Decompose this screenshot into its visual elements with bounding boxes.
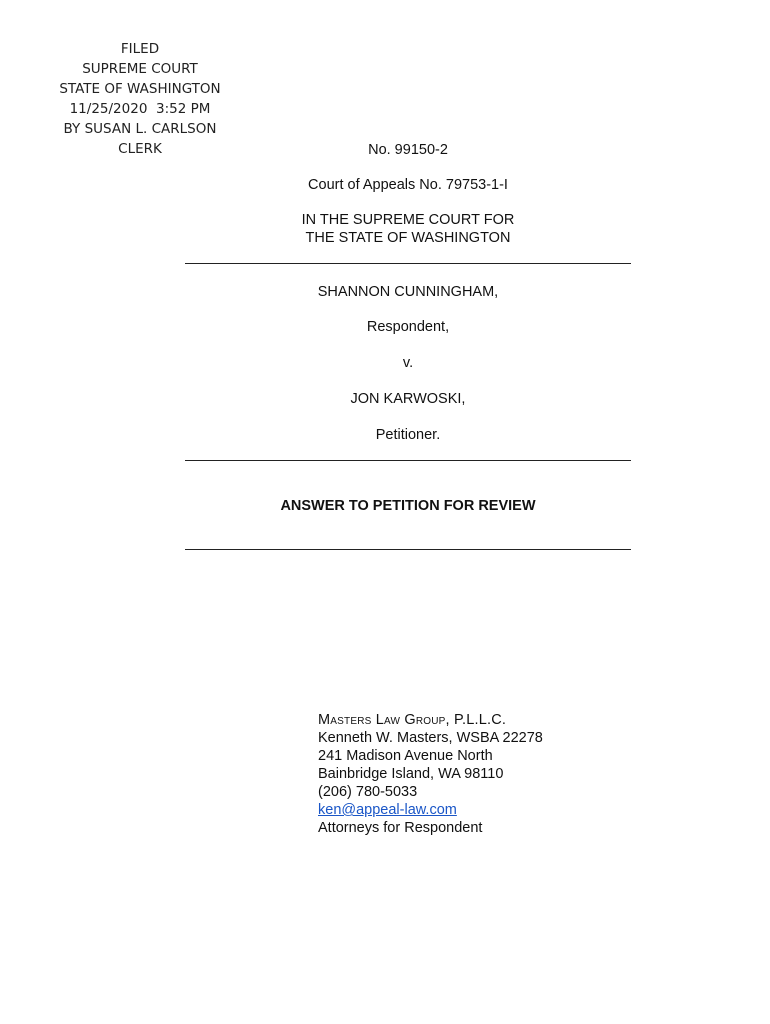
firm-name: Masters Law Group, P.L.L.C. bbox=[318, 712, 507, 728]
divider-bottom bbox=[185, 549, 631, 550]
attorney-name: Kenneth W. Masters, WSBA 22278 bbox=[318, 730, 543, 746]
stamp-clerk-name: BY SUSAN L. CARLSON bbox=[63, 121, 217, 137]
versus: v. bbox=[402, 355, 414, 371]
party-petitioner: JON KARWOSKI, bbox=[350, 391, 466, 407]
case-number: No. 99150-2 bbox=[368, 142, 448, 158]
appeals-number: Court of Appeals No. 79753-1-I bbox=[308, 177, 508, 193]
court-name: IN THE SUPREME COURT FOR THE STATE OF WASHINGTON bbox=[301, 212, 515, 246]
document-title: ANSWER TO PETITION FOR REVIEW bbox=[280, 498, 536, 514]
stamp-clerk: CLERK bbox=[118, 141, 162, 157]
divider-top bbox=[185, 263, 631, 264]
stamp-state: STATE OF WASHINGTON bbox=[59, 81, 221, 97]
attorney-block bbox=[318, 711, 543, 837]
attorney-role: Attorneys for Respondent bbox=[318, 820, 483, 836]
stamp-filed: FILED bbox=[120, 41, 160, 57]
stamp-court: SUPREME COURT bbox=[82, 61, 198, 77]
petitioner-role: Petitioner. bbox=[375, 427, 441, 443]
address-line1: 241 Madison Avenue North bbox=[318, 748, 493, 764]
phone-number: (206) 780-5033 bbox=[318, 784, 418, 800]
respondent-role: Respondent, bbox=[366, 319, 450, 335]
divider-middle bbox=[185, 460, 631, 461]
party-respondent: SHANNON CUNNINGHAM, bbox=[317, 284, 499, 300]
stamp-datetime: 11/25/2020 3:52 PM bbox=[69, 101, 211, 117]
address-line2: Bainbridge Island, WA 98110 bbox=[318, 766, 504, 782]
email-link[interactable]: ken@appeal-law.com bbox=[318, 802, 457, 818]
